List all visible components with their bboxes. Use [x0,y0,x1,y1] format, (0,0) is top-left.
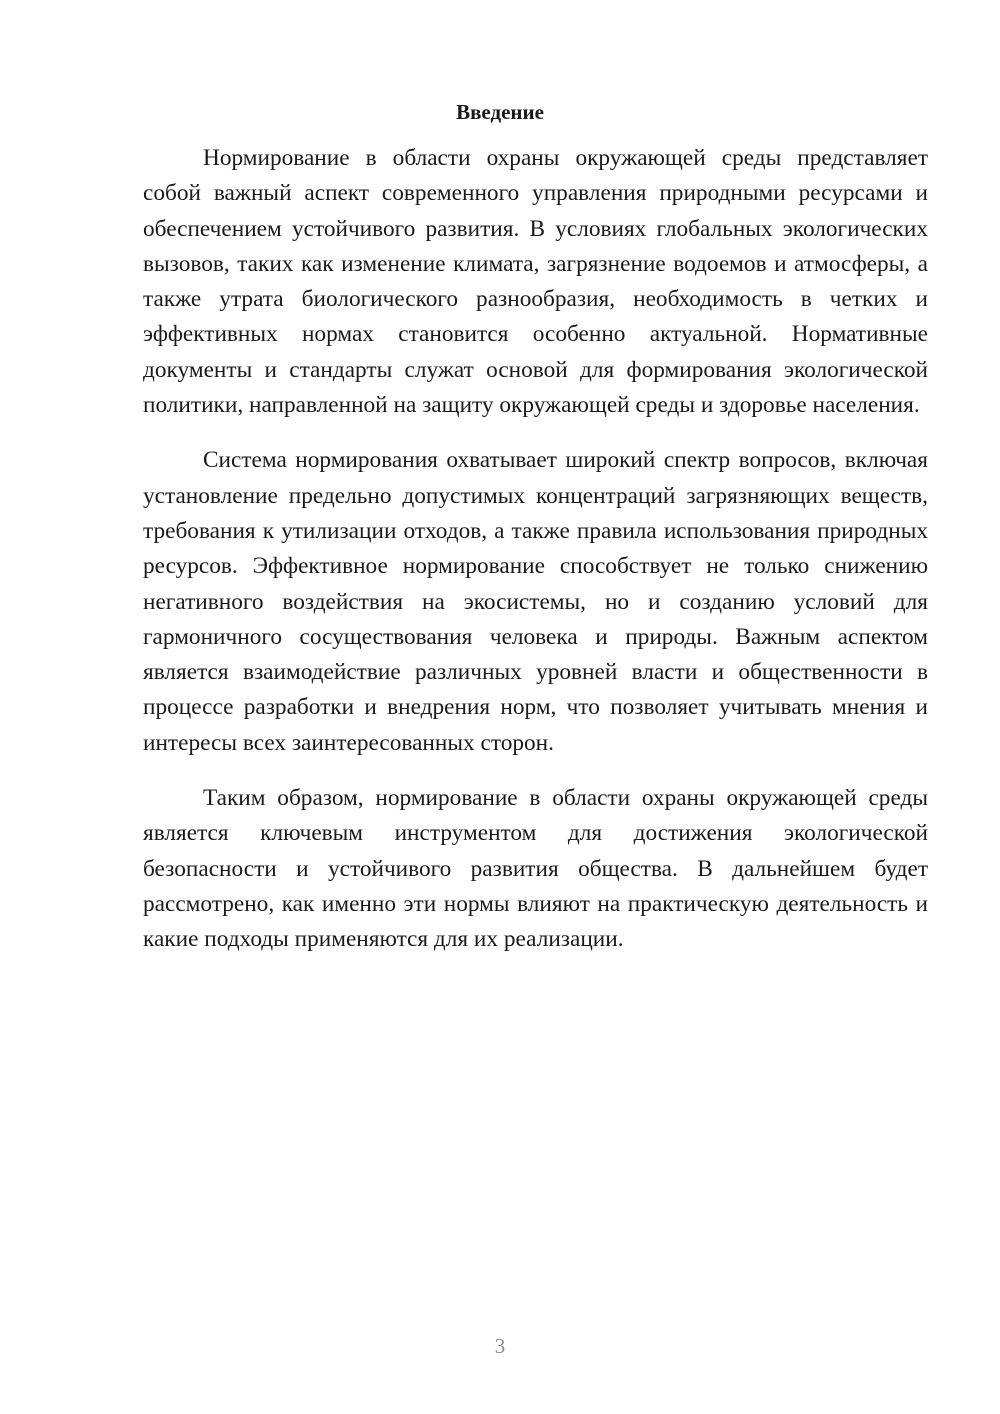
paragraph-conclusion: Таким образом, нормирование в области охраны окружающей среды является ключевым инструментом для достижения экологической безопасности и устойчивого развития общества. В дальнейшем будет рассмотрено, как именно эти нормы влияют на практическую деятельность и какие подходы применяются для их реализации. [143,785,928,953]
paragraph-intro: Нормирование в области охраны окружающей среды представляет собой важный аспект современного управления природными ресурсами и обеспечением устойчивого развития. В условиях глобальных экологических вызовов, таких как изменение климата, загрязнение водоемов и атмосферы, а также утрата биологического разнообразия, необходимость в четких и эффективных нормах становится особенно актуальной. Нормативные документы и стандарты служат основой для формирования экологической политики, направленной на защиту окружающей среды и здоровье населения. [143,145,928,419]
page-number: 3 [494,1334,506,1358]
document-body [143,141,928,958]
page-title: Введение [456,100,544,124]
paragraph-system: Система нормирования охватывает широкий спектр вопросов, включая установление предельно допустимых концентраций загрязняющих веществ, требования к утилизации отходов, а также правила использования природных ресурсов. Эффективное нормирование способствует не только снижению негативного воздействия на экосистемы, но и созданию условий для гармоничного сосуществования человека и природы. Важным аспектом является взаимодействие различных уровней власти и общественности в процессе разработки и внедрения норм, что позволяет учитывать мнения и интересы всех заинтересованных сторон. [143,447,928,756]
